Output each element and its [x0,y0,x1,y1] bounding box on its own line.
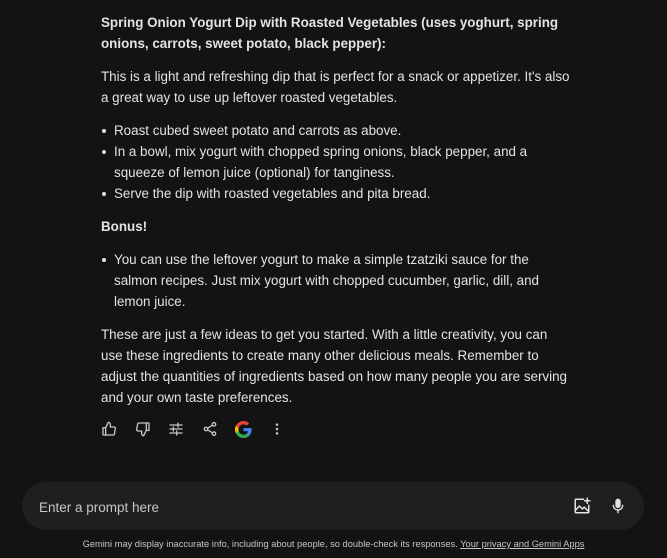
list-item: Roast cubed sweet potato and carrots as above. [101,120,571,141]
recipe-steps-list [101,120,571,204]
thumbs-up-button[interactable] [100,420,118,438]
share-icon [202,421,218,437]
closing-paragraph: These are just a few ideas to get you started. With a little creativity, you can use these ingredients to create many other delicious meals. Remember to adjust the quantities of ingredients based on how many people you are serving and your own taste preferences. [101,327,567,405]
thumbs-down-button[interactable] [134,420,152,438]
list-item: You can use the leftover yogurt to make a simple tzatziki sauce for the salmon recipes. Just mix yogurt with chopped cucumber, garlic, dill, and lemon juice. [101,249,571,312]
thumbs-down-icon [135,421,151,437]
list-item: Serve the dip with roasted vegetables and pita bread. [101,183,571,204]
prompt-bar [22,482,644,530]
thumbs-up-icon [101,421,117,437]
tune-icon [168,421,184,437]
more-vert-icon [269,421,285,437]
microphone-icon [610,497,626,515]
recipe-intro: This is a light and refreshing dip that is perfect for a snack or appetizer. It's also a great way to use up leftover roasted vegetables. [101,69,570,105]
modify-response-button[interactable] [167,420,185,438]
add-image-button[interactable] [572,496,592,516]
disclaimer-text: Gemini may display inaccurate info, including about people, so double-check its responses. [82,539,458,549]
share-button[interactable] [201,420,219,438]
disclaimer [0,539,667,549]
microphone-button[interactable] [608,496,628,516]
add-image-icon [573,497,591,515]
response-actions [100,418,301,440]
bonus-list [101,249,571,312]
list-item: In a bowl, mix yogurt with chopped spring onions, black pepper, and a squeeze of lemon juice (optional) for tanginess. [101,141,571,183]
response-content [101,12,571,420]
bonus-heading: Bonus! [101,219,148,234]
double-check-button[interactable] [234,420,252,438]
more-options-button[interactable] [268,420,286,438]
recipe-heading: Spring Onion Yogurt Dip with Roasted Vegetables (uses yoghurt, spring onions, carrots, sweet potato, black pepper): [101,15,559,51]
privacy-link[interactable]: Your privacy and Gemini Apps [460,539,585,549]
google-icon [235,421,252,438]
prompt-input[interactable] [37,494,541,520]
